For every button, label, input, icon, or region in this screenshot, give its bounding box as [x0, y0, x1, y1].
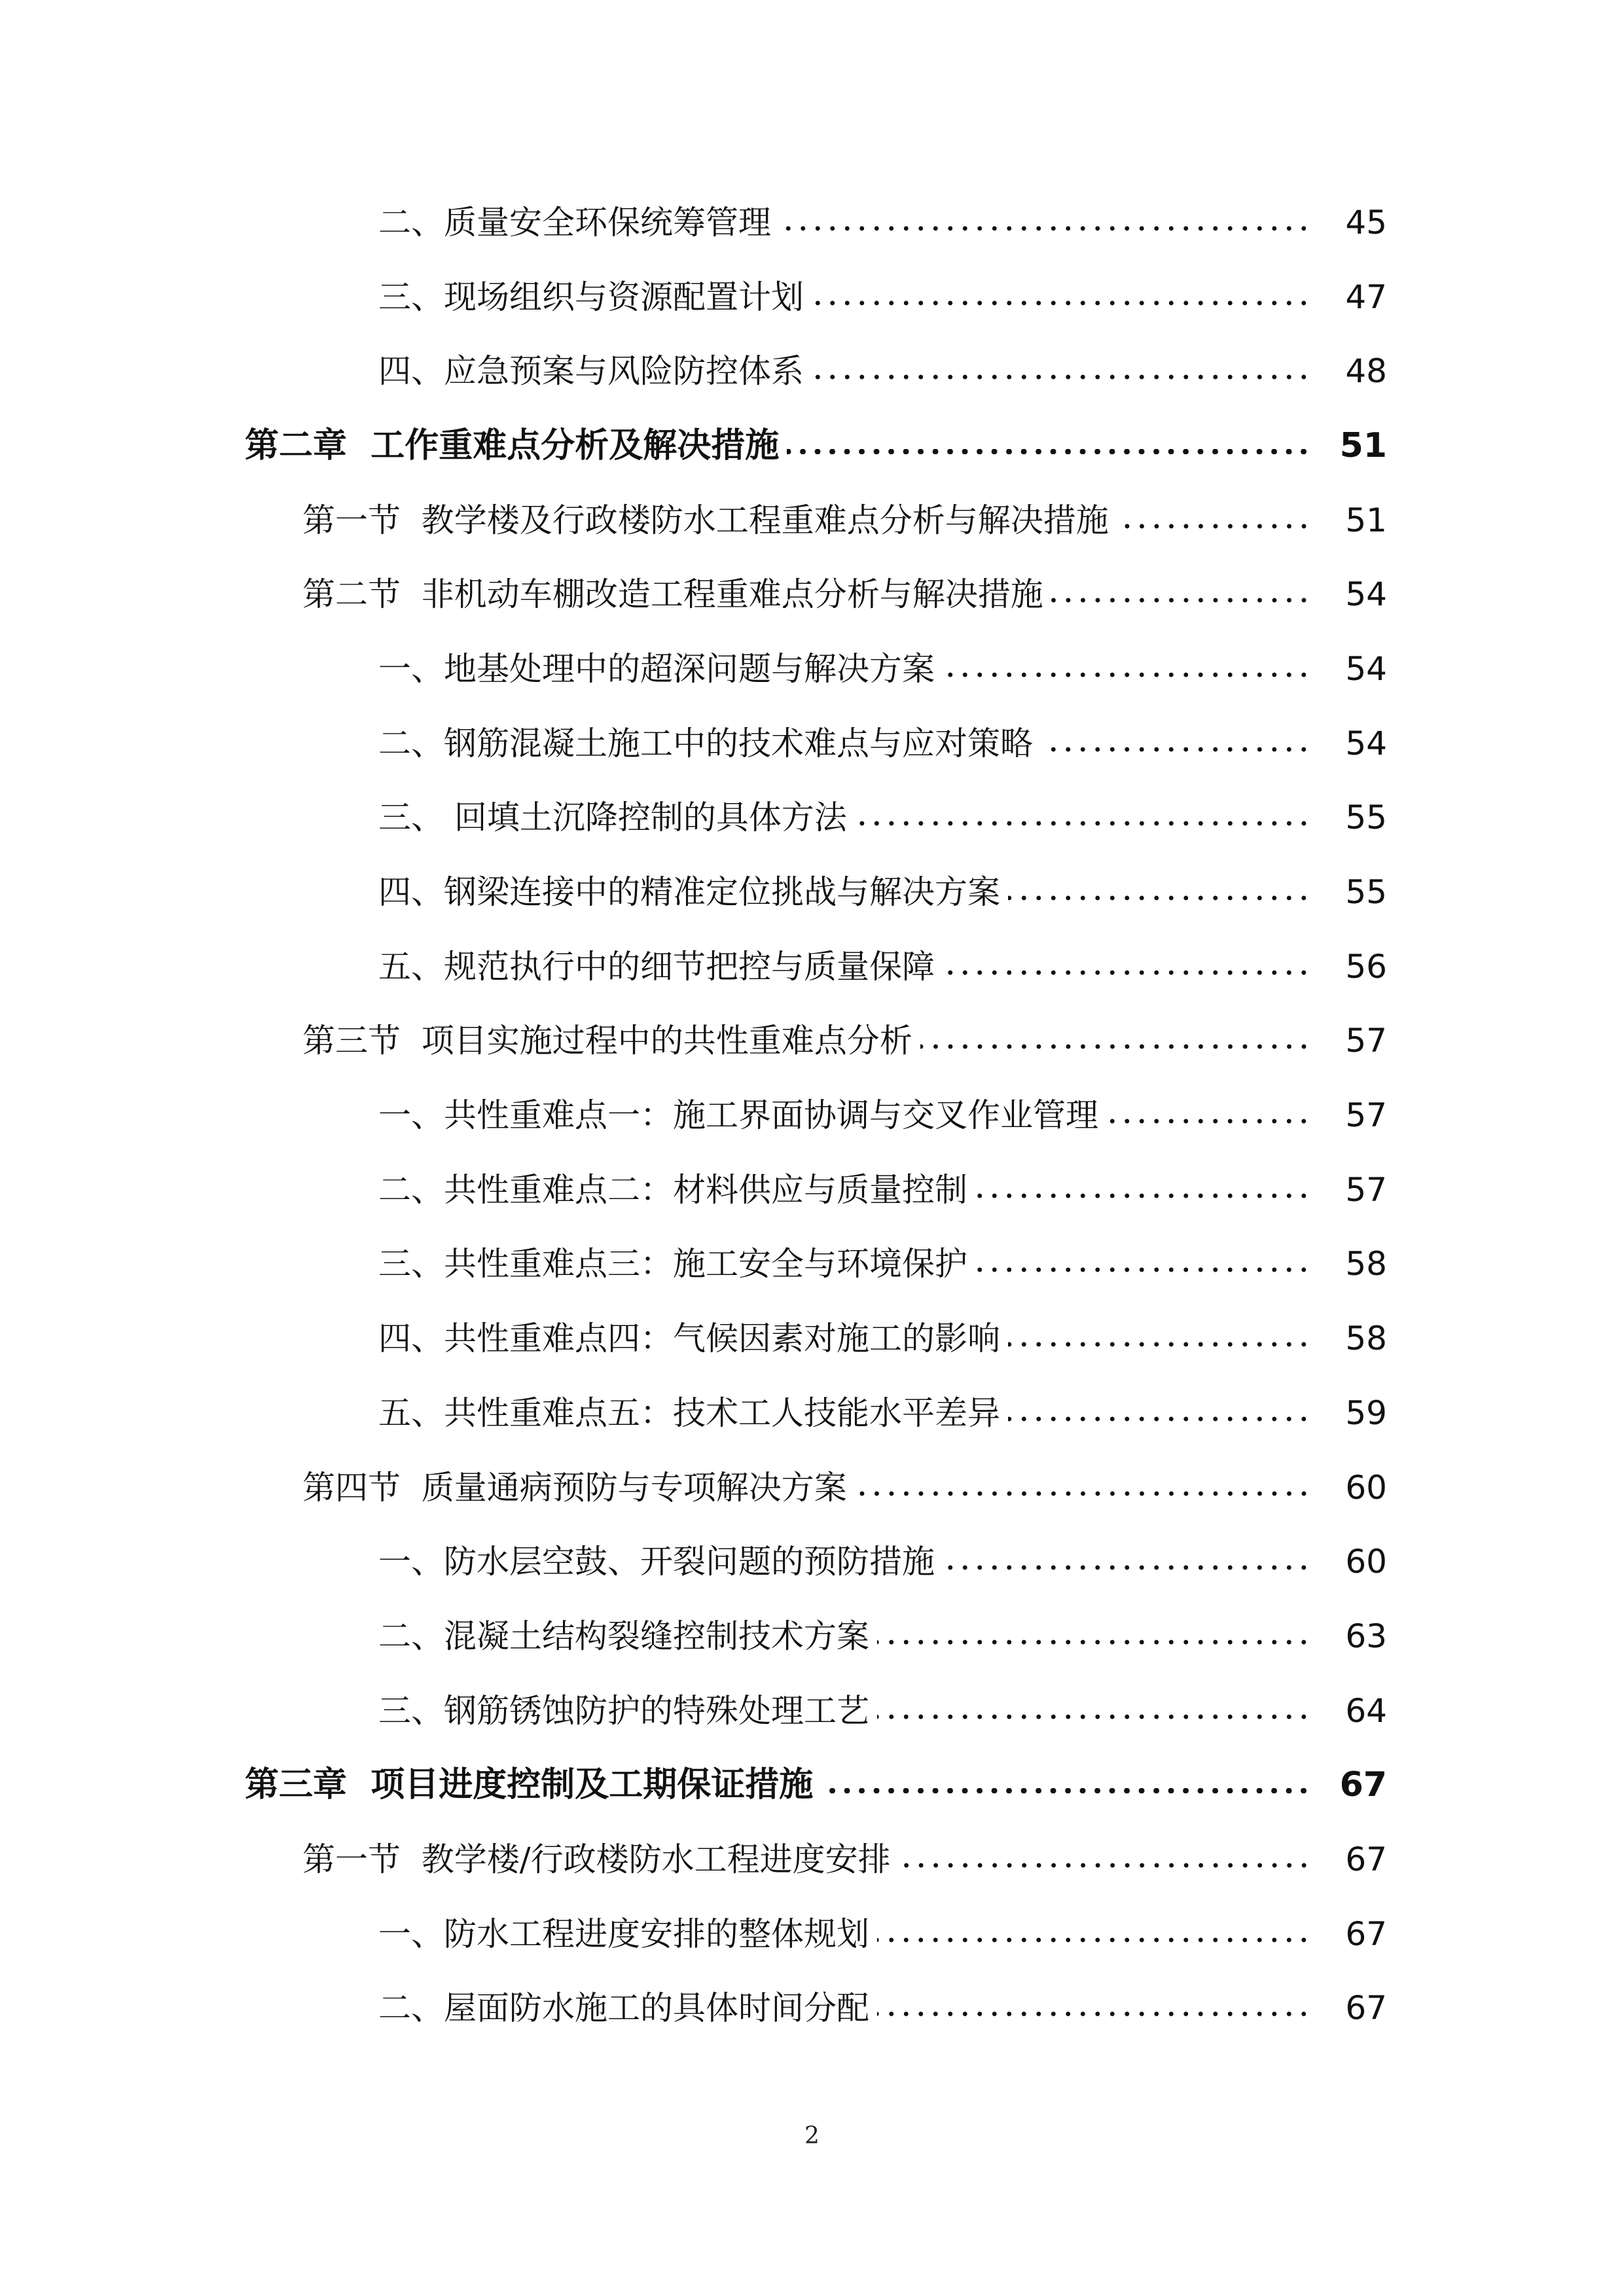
- toc-entry[interactable]: [0, 706, 1624, 781]
- toc-entry-page: 47: [1345, 278, 1387, 316]
- toc-leader-dots: [779, 226, 1311, 231]
- toc-entry-title: 四、共性重难点四：气候因素对施工的影响: [378, 1319, 1000, 1358]
- toc-entry[interactable]: [0, 1376, 1624, 1450]
- toc-entry[interactable]: [0, 1524, 1624, 1599]
- toc-entry[interactable]: [0, 1301, 1624, 1376]
- toc-entry-page: 48: [1345, 352, 1387, 391]
- page-number: 2: [804, 2123, 820, 2149]
- toc-entry-page: 51: [1345, 501, 1387, 539]
- toc-entry-title: 四、钢梁连接中的精准定位挑战与解决方案: [378, 873, 1000, 912]
- toc-section-entry[interactable]: [0, 483, 1624, 558]
- toc-entry-page: 60: [1345, 1468, 1387, 1507]
- toc-entry[interactable]: [0, 1897, 1624, 1971]
- toc-section-entry[interactable]: [0, 1822, 1624, 1897]
- toc-entry-title: 一、地基处理中的超深问题与解决方案: [378, 649, 935, 688]
- toc-leader-dots: [943, 672, 1311, 677]
- toc-entry-title: 五、共性重难点五：技术工人技能水平差异: [378, 1393, 1000, 1432]
- toc-entry-page: 55: [1345, 798, 1387, 837]
- toc-entry[interactable]: [0, 1599, 1624, 1674]
- toc-entry-title: 二、屋面防水施工的具体时间分配: [378, 1989, 869, 2028]
- toc-entry-title: 二、质量安全环保统筹管理: [378, 203, 771, 242]
- toc-entry-page: 67: [1339, 1765, 1387, 1805]
- toc-leader-dots: [787, 448, 1311, 455]
- toc-leader-dots: [812, 300, 1311, 306]
- toc-entry[interactable]: [0, 1153, 1624, 1227]
- toc-entry-page: 51: [1339, 425, 1387, 465]
- toc-leader-dots: [975, 1267, 1311, 1272]
- toc-entry-page: 64: [1345, 1691, 1387, 1730]
- toc-entry-title: 第一节 教学楼/行政楼防水工程进度安排: [302, 1840, 891, 1878]
- toc-entry-page: 54: [1345, 724, 1387, 762]
- toc-entry-title: 一、共性重难点一：施工界面协调与交叉作业管理: [378, 1096, 1098, 1135]
- toc-leader-dots: [1008, 895, 1311, 901]
- toc-leader-dots: [855, 1491, 1311, 1496]
- toc-entry-page: 67: [1345, 1989, 1387, 2028]
- table-of-contents: [0, 185, 1624, 2045]
- toc-entry[interactable]: [0, 855, 1624, 929]
- toc-section-entry[interactable]: [0, 1004, 1624, 1079]
- toc-leader-dots: [1117, 524, 1311, 529]
- toc-entry[interactable]: [0, 1674, 1624, 1748]
- toc-chapter-entry[interactable]: [0, 1748, 1624, 1822]
- toc-leader-dots: [1008, 1416, 1311, 1422]
- toc-entry-page: 55: [1345, 873, 1387, 912]
- toc-entry-title: 一、防水层空鼓、开裂问题的预防措施: [378, 1543, 935, 1581]
- toc-entry[interactable]: [0, 260, 1624, 334]
- toc-entry-page: 45: [1345, 203, 1387, 242]
- toc-entry[interactable]: [0, 185, 1624, 260]
- toc-entry-title: 三、 回填土沉降控制的具体方法: [378, 798, 847, 837]
- toc-entry-page: 57: [1345, 1096, 1387, 1135]
- toc-entry-title: 三、共性重难点三：施工安全与环境保护: [378, 1245, 967, 1283]
- toc-entry-page: 54: [1345, 575, 1387, 614]
- toc-section-entry[interactable]: [0, 557, 1624, 632]
- toc-leader-dots: [812, 374, 1311, 380]
- toc-entry-title: 第二节 非机动车棚改造工程重难点分析与解决措施: [302, 575, 1043, 614]
- toc-leader-dots: [943, 970, 1311, 975]
- toc-entry-page: 57: [1345, 1170, 1387, 1209]
- toc-entry-page: 67: [1345, 1914, 1387, 1953]
- toc-entry[interactable]: [0, 929, 1624, 1004]
- toc-entry-title: 第三章 项目进度控制及工期保证措施: [245, 1765, 814, 1805]
- toc-entry-title: 第四节 质量通病预防与专项解决方案: [302, 1468, 847, 1507]
- toc-leader-dots: [877, 2011, 1311, 2017]
- toc-leader-dots: [1041, 747, 1311, 752]
- toc-entry-title: 二、钢筋混凝土施工中的技术难点与应对策略: [378, 724, 1033, 762]
- toc-entry-title: 二、共性重难点二：材料供应与质量控制: [378, 1170, 967, 1209]
- toc-entry-title: 一、防水工程进度安排的整体规划: [378, 1914, 869, 1953]
- toc-entry[interactable]: [0, 1078, 1624, 1153]
- toc-entry-page: 58: [1345, 1245, 1387, 1283]
- toc-leader-dots: [877, 1714, 1311, 1719]
- toc-leader-dots: [943, 1565, 1311, 1570]
- toc-entry[interactable]: [0, 334, 1624, 408]
- toc-entry-page: 57: [1345, 1022, 1387, 1060]
- toc-leader-dots: [1008, 1342, 1311, 1347]
- toc-section-entry[interactable]: [0, 1450, 1624, 1525]
- toc-leader-dots: [821, 1787, 1311, 1794]
- toc-chapter-entry[interactable]: [0, 408, 1624, 483]
- toc-leader-dots: [920, 1044, 1311, 1049]
- toc-entry-title: 二、混凝土结构裂缝控制技术方案: [378, 1617, 869, 1655]
- toc-entry-page: 56: [1345, 947, 1387, 986]
- toc-entry[interactable]: [0, 781, 1624, 855]
- toc-entry[interactable]: [0, 632, 1624, 706]
- toc-entry-title: 五、规范执行中的细节把控与质量保障: [378, 947, 935, 986]
- toc-leader-dots: [975, 1193, 1311, 1198]
- toc-entry-page: 58: [1345, 1319, 1387, 1358]
- toc-entry-page: 59: [1345, 1393, 1387, 1432]
- toc-entry-page: 60: [1345, 1543, 1387, 1581]
- toc-entry-page: 63: [1345, 1617, 1387, 1655]
- toc-leader-dots: [855, 821, 1311, 826]
- toc-entry-page: 67: [1345, 1840, 1387, 1878]
- toc-leader-dots: [877, 1937, 1311, 1943]
- toc-entry-title: 三、钢筋锈蚀防护的特殊处理工艺: [378, 1691, 869, 1730]
- toc-leader-dots: [1106, 1119, 1311, 1124]
- toc-entry-page: 54: [1345, 649, 1387, 688]
- toc-entry[interactable]: [0, 1227, 1624, 1302]
- toc-entry-title: 三、现场组织与资源配置计划: [378, 278, 804, 316]
- toc-leader-dots: [877, 1640, 1311, 1645]
- toc-entry[interactable]: [0, 1971, 1624, 2046]
- toc-entry-title: 第二章 工作重难点分析及解决措施: [245, 425, 780, 465]
- toc-entry-title: 第一节 教学楼及行政楼防水工程重难点分析与解决措施: [302, 501, 1109, 539]
- toc-leader-dots: [899, 1863, 1311, 1868]
- toc-leader-dots: [1051, 598, 1311, 603]
- toc-entry-title: 第三节 项目实施过程中的共性重难点分析: [302, 1022, 912, 1060]
- toc-entry-title: 四、应急预案与风险防控体系: [378, 352, 804, 391]
